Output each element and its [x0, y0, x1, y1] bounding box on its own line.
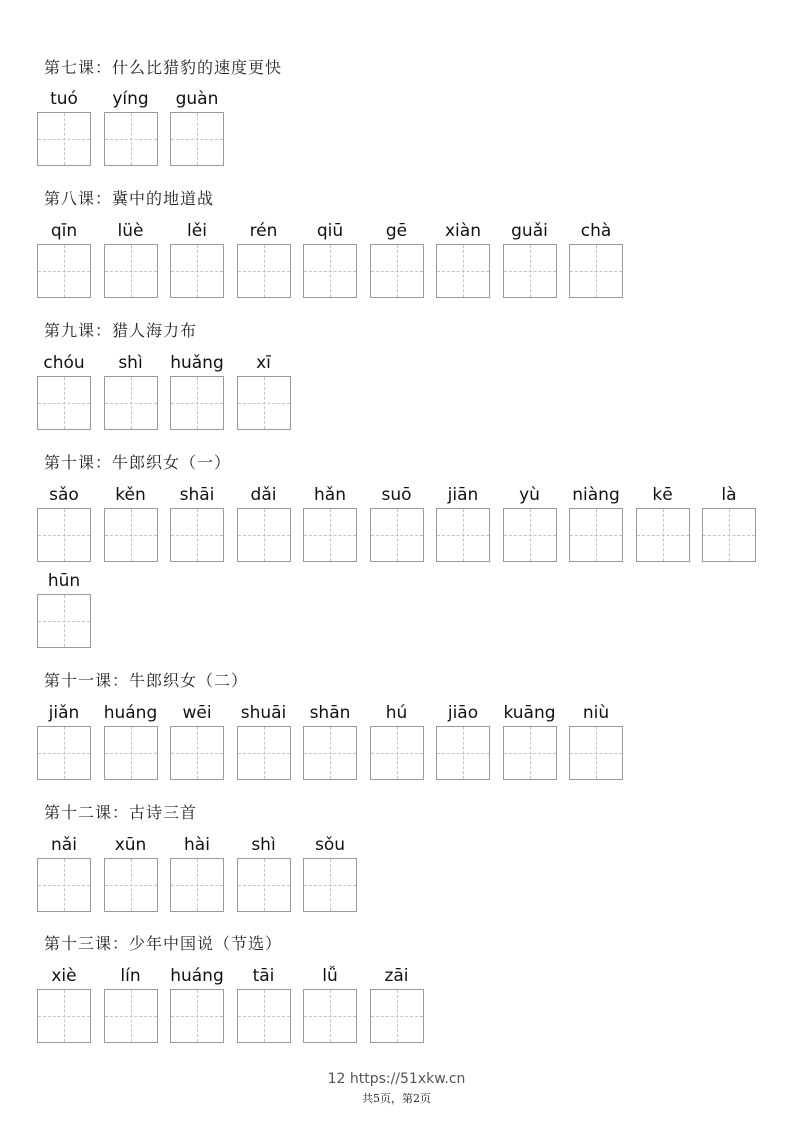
character-cell	[569, 484, 623, 506]
writing-grid-box[interactable]	[303, 989, 357, 1043]
writing-grid-box[interactable]	[237, 989, 291, 1043]
writing-grid-box[interactable]	[104, 726, 158, 780]
lesson-title: 第七课：什么比猎豹的速度更快	[44, 58, 283, 77]
character-cell	[37, 702, 91, 724]
writing-grid-box[interactable]	[237, 376, 291, 430]
character-cell	[436, 702, 490, 724]
pinyin-label: lěi	[187, 221, 207, 241]
character-cell	[303, 702, 357, 724]
character-cell	[104, 702, 158, 724]
pinyin-label: guàn	[175, 89, 219, 109]
character-cell	[104, 484, 158, 506]
character-cell	[37, 834, 91, 856]
character-cell	[104, 352, 158, 374]
writing-grid-box[interactable]	[503, 508, 557, 562]
character-cell	[237, 484, 291, 506]
character-cell	[170, 834, 224, 856]
pinyin-label: hú	[385, 703, 408, 723]
writing-grid-box[interactable]	[503, 244, 557, 298]
writing-grid-box[interactable]	[37, 244, 91, 298]
writing-grid-box[interactable]	[104, 244, 158, 298]
pinyin-label: chà	[580, 221, 612, 241]
writing-grid-box[interactable]	[170, 112, 224, 166]
writing-grid-box[interactable]	[37, 376, 91, 430]
pinyin-label: là	[721, 485, 737, 505]
character-cell	[370, 702, 424, 724]
writing-grid-box[interactable]	[436, 726, 490, 780]
writing-grid-box[interactable]	[303, 244, 357, 298]
writing-grid-box[interactable]	[37, 726, 91, 780]
pinyin-label: sǎo	[49, 485, 79, 505]
writing-grid-box[interactable]	[569, 726, 623, 780]
writing-grid-box[interactable]	[37, 989, 91, 1043]
character-cell	[170, 220, 224, 242]
pinyin-label: wēi	[182, 703, 212, 723]
pinyin-label: hūn	[47, 571, 81, 591]
pinyin-label: sǒu	[314, 835, 346, 855]
writing-grid-box[interactable]	[303, 508, 357, 562]
character-cell	[503, 702, 557, 724]
pinyin-label: lín	[120, 966, 141, 986]
character-cell	[104, 965, 158, 987]
character-cell	[370, 220, 424, 242]
pinyin-label: lǚ	[322, 966, 338, 986]
character-cell	[170, 965, 224, 987]
pinyin-label: guǎi	[511, 221, 548, 241]
character-cell	[104, 88, 158, 110]
writing-grid-box[interactable]	[170, 376, 224, 430]
pinyin-label: huáng	[170, 966, 224, 986]
character-cell	[104, 834, 158, 856]
character-cell	[37, 484, 91, 506]
writing-grid-box[interactable]	[370, 989, 424, 1043]
pinyin-label: jiāo	[447, 703, 479, 723]
pinyin-label: shì	[118, 353, 143, 373]
writing-grid-box[interactable]	[436, 244, 490, 298]
character-cell	[370, 965, 424, 987]
pinyin-label: huáng	[103, 703, 158, 723]
writing-grid-box[interactable]	[436, 508, 490, 562]
pinyin-label: qīn	[50, 221, 78, 241]
writing-grid-box[interactable]	[303, 858, 357, 912]
pinyin-label: jiǎn	[48, 703, 80, 723]
writing-grid-box[interactable]	[237, 858, 291, 912]
writing-grid-box[interactable]	[170, 989, 224, 1043]
pinyin-label: xiè	[51, 966, 77, 986]
writing-grid-box[interactable]	[702, 508, 756, 562]
lesson-title: 第十课：牛郎织女（一）	[44, 453, 232, 472]
pinyin-label: kěn	[115, 485, 146, 505]
pinyin-label: niàng	[572, 485, 620, 505]
character-cell	[702, 484, 756, 506]
pinyin-label: xūn	[114, 835, 147, 855]
pinyin-label: nǎi	[51, 835, 77, 855]
pinyin-label: kē	[652, 485, 673, 505]
character-cell	[37, 570, 91, 592]
pinyin-label: hǎn	[314, 485, 346, 505]
pinyin-label: yù	[519, 485, 540, 505]
character-cell	[370, 484, 424, 506]
writing-grid-box[interactable]	[503, 726, 557, 780]
writing-grid-box[interactable]	[37, 508, 91, 562]
lesson-title: 第十二课：古诗三首	[44, 803, 198, 822]
writing-grid-box[interactable]	[170, 726, 224, 780]
writing-grid-box[interactable]	[37, 112, 91, 166]
writing-grid-box[interactable]	[170, 858, 224, 912]
lesson-title: 第九课：猎人海力布	[44, 321, 198, 340]
pinyin-label: lüè	[117, 221, 144, 241]
character-cell	[436, 484, 490, 506]
character-cell	[436, 220, 490, 242]
pinyin-label: dǎi	[250, 485, 277, 505]
writing-grid-box[interactable]	[237, 244, 291, 298]
character-cell	[636, 484, 690, 506]
pinyin-label: xī	[256, 353, 271, 373]
writing-grid-box[interactable]	[370, 244, 424, 298]
writing-grid-box[interactable]	[370, 508, 424, 562]
character-cell	[303, 965, 357, 987]
pinyin-label: huǎng	[170, 353, 224, 373]
character-cell	[37, 965, 91, 987]
writing-grid-box[interactable]	[37, 858, 91, 912]
pinyin-label: rén	[249, 221, 278, 241]
writing-grid-box[interactable]	[303, 726, 357, 780]
writing-grid-box[interactable]	[569, 244, 623, 298]
footer-url: 12 https://51xkw.cn	[327, 1071, 466, 1087]
writing-grid-box[interactable]	[170, 244, 224, 298]
writing-grid-box[interactable]	[37, 594, 91, 648]
character-cell	[237, 834, 291, 856]
character-cell	[503, 220, 557, 242]
pinyin-label: tāi	[252, 966, 275, 986]
pinyin-label: hài	[184, 835, 210, 855]
character-cell	[170, 352, 224, 374]
writing-grid-box[interactable]	[104, 858, 158, 912]
writing-grid-box[interactable]	[370, 726, 424, 780]
pinyin-label: chóu	[43, 353, 85, 373]
pinyin-label: kuāng	[503, 703, 556, 723]
pinyin-label: qiū	[316, 221, 344, 241]
lesson-title: 第十三课：少年中国说（节选）	[44, 934, 283, 953]
character-cell	[237, 220, 291, 242]
character-cell	[237, 702, 291, 724]
writing-grid-box[interactable]	[170, 508, 224, 562]
pinyin-label: shuāi	[240, 703, 287, 723]
pinyin-label: yíng	[112, 89, 149, 109]
character-cell	[170, 702, 224, 724]
character-cell	[104, 220, 158, 242]
character-cell	[303, 834, 357, 856]
pinyin-label: shāi	[179, 485, 215, 505]
writing-grid-box[interactable]	[569, 508, 623, 562]
pinyin-label: jiān	[447, 485, 479, 505]
lesson-title: 第十一课：牛郎织女（二）	[44, 671, 249, 690]
footer-page-number: 共5页，第2页	[362, 1092, 431, 1105]
pinyin-label: niù	[582, 703, 610, 723]
character-cell	[503, 484, 557, 506]
character-cell	[237, 352, 291, 374]
writing-grid-box[interactable]	[104, 112, 158, 166]
pinyin-label: xiàn	[445, 221, 481, 241]
writing-grid-box[interactable]	[104, 989, 158, 1043]
pinyin-label: tuó	[50, 89, 78, 109]
character-cell	[569, 702, 623, 724]
writing-grid-box[interactable]	[237, 508, 291, 562]
pinyin-label: shān	[309, 703, 351, 723]
pinyin-label: zāi	[384, 966, 409, 986]
character-cell	[303, 484, 357, 506]
character-cell	[303, 220, 357, 242]
writing-grid-box[interactable]	[104, 376, 158, 430]
writing-grid-box[interactable]	[237, 726, 291, 780]
character-cell	[37, 220, 91, 242]
character-cell	[237, 965, 291, 987]
pinyin-label: suō	[381, 485, 412, 505]
character-cell	[569, 220, 623, 242]
writing-grid-box[interactable]	[104, 508, 158, 562]
character-cell	[170, 484, 224, 506]
character-cell	[170, 88, 224, 110]
character-cell	[37, 352, 91, 374]
character-cell	[37, 88, 91, 110]
writing-grid-box[interactable]	[636, 508, 690, 562]
pinyin-label: gē	[385, 221, 408, 241]
pinyin-label: shì	[251, 835, 276, 855]
lesson-title: 第八课：冀中的地道战	[44, 189, 215, 208]
